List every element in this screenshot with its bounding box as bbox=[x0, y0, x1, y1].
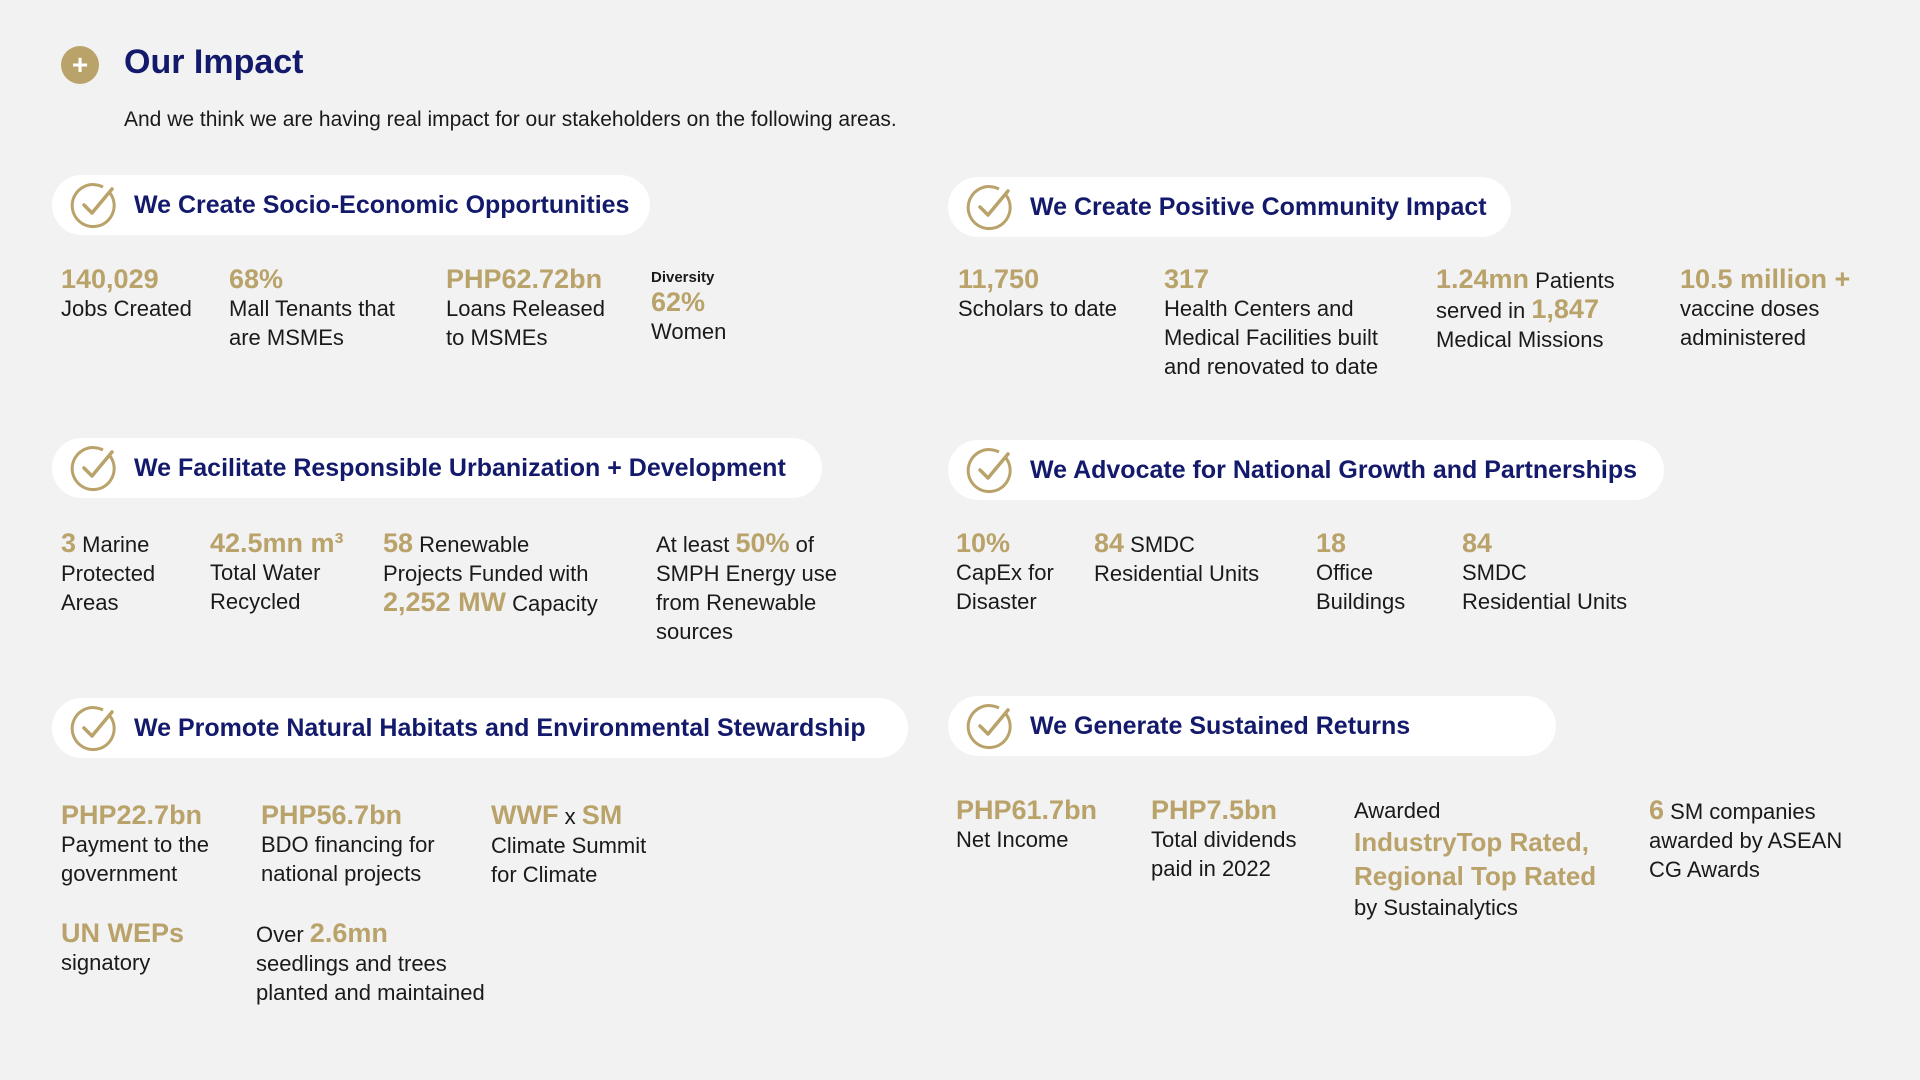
stat-label: CapEx for bbox=[956, 560, 1054, 585]
stat-label: Health Centers and bbox=[1164, 296, 1354, 321]
stat-label: government bbox=[61, 861, 178, 886]
stat-label: Total Water bbox=[210, 560, 321, 585]
stat-scholars bbox=[958, 265, 1117, 323]
stat-label: of bbox=[789, 532, 814, 557]
stat-label: Renewable bbox=[413, 532, 530, 557]
stat-value: 2.6mn bbox=[309, 918, 388, 948]
stat-value: 140,029 bbox=[61, 264, 159, 294]
stat-label: Areas bbox=[61, 590, 119, 615]
stat-label: Medical Facilities built bbox=[1164, 325, 1378, 350]
stat-label: At least bbox=[656, 532, 736, 557]
stat-label: Capacity bbox=[506, 591, 598, 616]
stat-label: national projects bbox=[261, 861, 422, 886]
stat-value: 11,750 bbox=[958, 264, 1040, 294]
stat-label: Loans Released bbox=[446, 296, 606, 321]
stat-label: and renovated to date bbox=[1164, 354, 1379, 379]
stat-value: PHP62.72bn bbox=[446, 264, 603, 294]
stat-dividends bbox=[1151, 796, 1297, 883]
stat-label: SMPH Energy use bbox=[656, 561, 837, 586]
stat-health bbox=[1164, 265, 1378, 381]
stat-bdo bbox=[261, 801, 435, 888]
section-header-urban bbox=[52, 438, 822, 498]
stat-label: Residential Units bbox=[1094, 561, 1260, 586]
stat-value: 42.5mn m³ bbox=[210, 528, 344, 558]
stat-label: seedlings and trees bbox=[256, 951, 447, 976]
plus-icon: + bbox=[61, 46, 99, 84]
stat-label: administered bbox=[1680, 325, 1806, 350]
stat-label: Office bbox=[1316, 560, 1374, 585]
stat-label: Patients bbox=[1529, 268, 1615, 293]
stat-label: SM companies bbox=[1664, 799, 1816, 824]
stat-label: Residential Units bbox=[1462, 589, 1628, 614]
stat-label: sources bbox=[656, 619, 734, 644]
stat-label: awarded by ASEAN bbox=[1649, 828, 1843, 853]
stat-patients bbox=[1436, 265, 1615, 354]
checkmark-circle-icon bbox=[966, 446, 1014, 494]
section-title: We Generate Sustained Returns bbox=[1030, 711, 1411, 740]
section-header-community bbox=[948, 177, 1511, 237]
checkmark-circle-icon bbox=[70, 181, 118, 229]
stat-value: SM bbox=[581, 800, 623, 830]
stat-label: CG Awards bbox=[1649, 857, 1760, 882]
stat-label: SMDC bbox=[1124, 532, 1195, 557]
stat-label: Awarded bbox=[1354, 798, 1441, 823]
stat-value: Regional Top Rated bbox=[1354, 861, 1597, 891]
stat-jobs bbox=[61, 265, 192, 323]
stat-diversity bbox=[651, 268, 726, 346]
stat-label: paid in 2022 bbox=[1151, 856, 1271, 881]
section-header-national bbox=[948, 440, 1664, 500]
section-title: We Promote Natural Habitats and Environmental Stewardship bbox=[134, 713, 866, 742]
stat-value: UN WEPs bbox=[61, 918, 185, 948]
stat-value: 50% bbox=[735, 528, 790, 558]
stat-label: to MSMEs bbox=[446, 325, 548, 350]
stat-payment bbox=[61, 801, 209, 888]
stat-renewable bbox=[383, 529, 598, 618]
stat-label: Scholars to date bbox=[958, 296, 1117, 321]
checkmark-circle-icon bbox=[70, 444, 118, 492]
checkmark-circle-icon bbox=[966, 702, 1014, 750]
stat-awarded bbox=[1354, 796, 1596, 922]
stat-asean bbox=[1649, 796, 1842, 884]
stat-label: Mall Tenants that bbox=[229, 296, 395, 321]
section-title: We Advocate for National Growth and Partnerships bbox=[1030, 455, 1638, 484]
stat-label: for Climate bbox=[491, 862, 598, 887]
stat-label: Medical Missions bbox=[1436, 327, 1604, 352]
stat-value: 10% bbox=[956, 528, 1011, 558]
stat-value: 84 bbox=[1462, 528, 1493, 558]
stat-value: PHP7.5bn bbox=[1151, 795, 1278, 825]
stat-marine bbox=[61, 529, 155, 617]
stat-label: vaccine doses bbox=[1680, 296, 1820, 321]
stat-seedlings bbox=[256, 919, 485, 1007]
stat-label: Recycled bbox=[210, 589, 301, 614]
stat-label: Marine bbox=[76, 532, 150, 557]
stat-label: are MSMEs bbox=[229, 325, 344, 350]
stat-smdc-1 bbox=[1094, 529, 1259, 588]
stat-label: Jobs Created bbox=[61, 296, 192, 321]
stat-value: PHP56.7bn bbox=[261, 800, 403, 830]
stat-value: 58 bbox=[383, 528, 414, 558]
section-header-returns bbox=[948, 696, 1556, 756]
stat-value: 68% bbox=[229, 264, 284, 294]
stat-label: BDO financing for bbox=[261, 832, 435, 857]
stat-capex bbox=[956, 529, 1054, 616]
checkmark-circle-icon bbox=[966, 183, 1014, 231]
stat-loans bbox=[446, 265, 605, 352]
stat-label: by Sustainalytics bbox=[1354, 895, 1518, 920]
section-title: We Create Positive Community Impact bbox=[1030, 192, 1487, 221]
stat-label: Total dividends bbox=[1151, 827, 1297, 852]
stat-vaccine bbox=[1680, 265, 1850, 352]
stat-unweps bbox=[61, 919, 184, 977]
stat-value: 18 bbox=[1316, 528, 1347, 558]
stat-water bbox=[210, 529, 344, 616]
stat-label: Climate Summit bbox=[491, 833, 647, 858]
stat-kicker: Diversity bbox=[651, 269, 715, 286]
page-title: Our Impact bbox=[124, 43, 304, 81]
stat-wwf bbox=[491, 801, 646, 889]
stat-label: SMDC bbox=[1462, 560, 1527, 585]
stat-label: Buildings bbox=[1316, 589, 1406, 614]
section-header-habitat bbox=[52, 698, 908, 758]
stat-office bbox=[1316, 529, 1405, 616]
stat-label: signatory bbox=[61, 950, 151, 975]
stat-label: Disaster bbox=[956, 589, 1037, 614]
stat-value: PHP61.7bn bbox=[956, 795, 1098, 825]
stat-label: planted and maintained bbox=[256, 980, 485, 1005]
stat-value: 62% bbox=[651, 287, 706, 317]
section-title: We Facilitate Responsible Urbanization + Development bbox=[134, 453, 786, 482]
stat-label: Net Income bbox=[956, 827, 1069, 852]
stat-value: PHP22.7bn bbox=[61, 800, 203, 830]
stat-tenants bbox=[229, 265, 395, 352]
stat-value: 1.24mn bbox=[1436, 264, 1530, 294]
stat-income bbox=[956, 796, 1097, 854]
stat-value: 3 bbox=[61, 528, 77, 558]
section-header-socio bbox=[52, 175, 650, 235]
stat-label: x bbox=[558, 804, 582, 829]
stat-label: Projects Funded with bbox=[383, 561, 589, 586]
stat-label: served in bbox=[1436, 298, 1532, 323]
stat-value: 2,252 MW bbox=[383, 587, 507, 617]
stat-label: Payment to the bbox=[61, 832, 209, 857]
stat-label: Protected bbox=[61, 561, 156, 586]
section-title: We Create Socio-Economic Opportunities bbox=[134, 190, 630, 219]
stat-label: Women bbox=[651, 319, 727, 344]
stat-value: WWF bbox=[491, 800, 559, 830]
stat-value: 10.5 million + bbox=[1680, 264, 1851, 294]
stat-value: IndustryTop Rated, bbox=[1354, 827, 1589, 857]
stat-value: 317 bbox=[1164, 264, 1210, 294]
stat-value: 84 bbox=[1094, 528, 1125, 558]
stat-value: 1,847 bbox=[1531, 294, 1599, 324]
stat-label: from Renewable bbox=[656, 590, 817, 615]
page-subtitle: And we think we are having real impact for our stakeholders on the following areas. bbox=[124, 108, 897, 131]
stat-label: Over bbox=[256, 922, 310, 947]
stat-value: 6 bbox=[1649, 795, 1665, 825]
stat-smdc-2 bbox=[1462, 529, 1627, 616]
stat-energy bbox=[656, 529, 837, 646]
checkmark-circle-icon bbox=[70, 704, 118, 752]
